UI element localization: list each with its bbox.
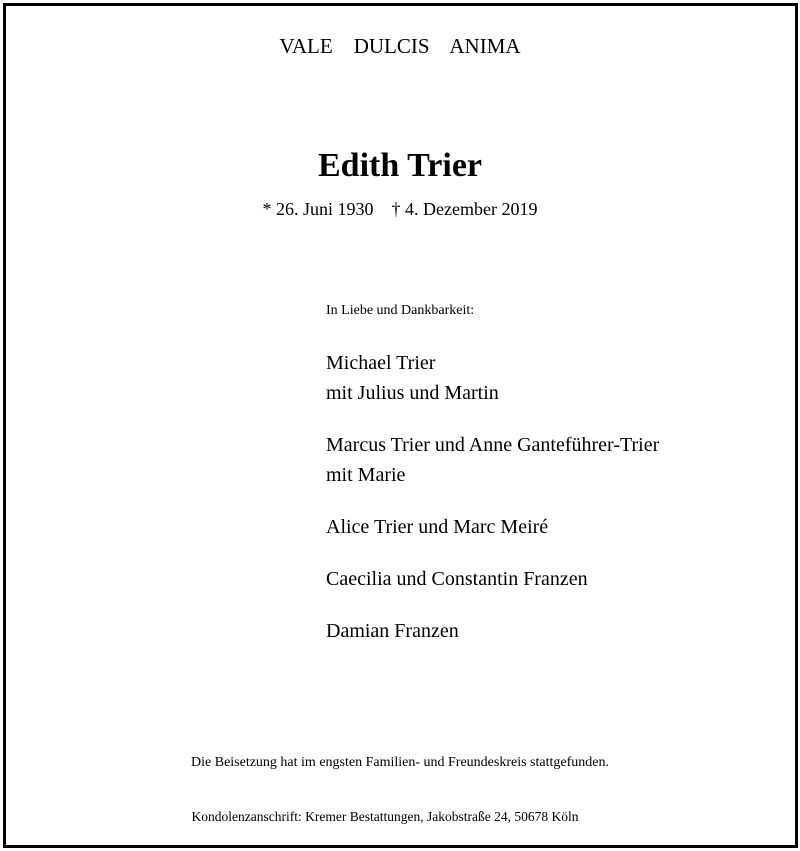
mourner-group xyxy=(326,564,786,594)
mourner-group xyxy=(326,430,786,490)
mourner-group xyxy=(326,616,786,646)
mourners-section xyxy=(326,302,786,668)
mourner-name: Michael Trier xyxy=(326,352,436,374)
mourner-group xyxy=(326,512,786,542)
mourner-name: Damian Franzen xyxy=(326,620,459,642)
mourner-name: Caecilia und Constantin Franzen xyxy=(326,568,588,590)
motto-heading: VALE DULCIS ANIMA xyxy=(279,34,521,58)
deceased-name: Edith Trier xyxy=(317,147,483,184)
mourner-group xyxy=(326,348,786,408)
mourner-companions: mit Julius und Martin xyxy=(326,382,499,404)
mourners-intro: In Liebe und Dankbarkeit: xyxy=(326,303,475,318)
condolence-address: Kondolenzanschrift: Kremer Bestattungen, Jakobstraße 24, 50678 Köln xyxy=(191,809,579,824)
mourner-name: Marcus Trier und Anne Ganteführer-Trier xyxy=(326,434,660,456)
burial-note: Die Beisetzung hat im engsten Familien- und Freundeskreis stattgefunden. xyxy=(191,755,609,770)
mourner-companions: mit Marie xyxy=(326,464,406,486)
life-dates: * 26. Juni 1930 † 4. Dezember 2019 xyxy=(262,199,538,219)
mourner-name: Alice Trier und Marc Meiré xyxy=(326,516,549,538)
